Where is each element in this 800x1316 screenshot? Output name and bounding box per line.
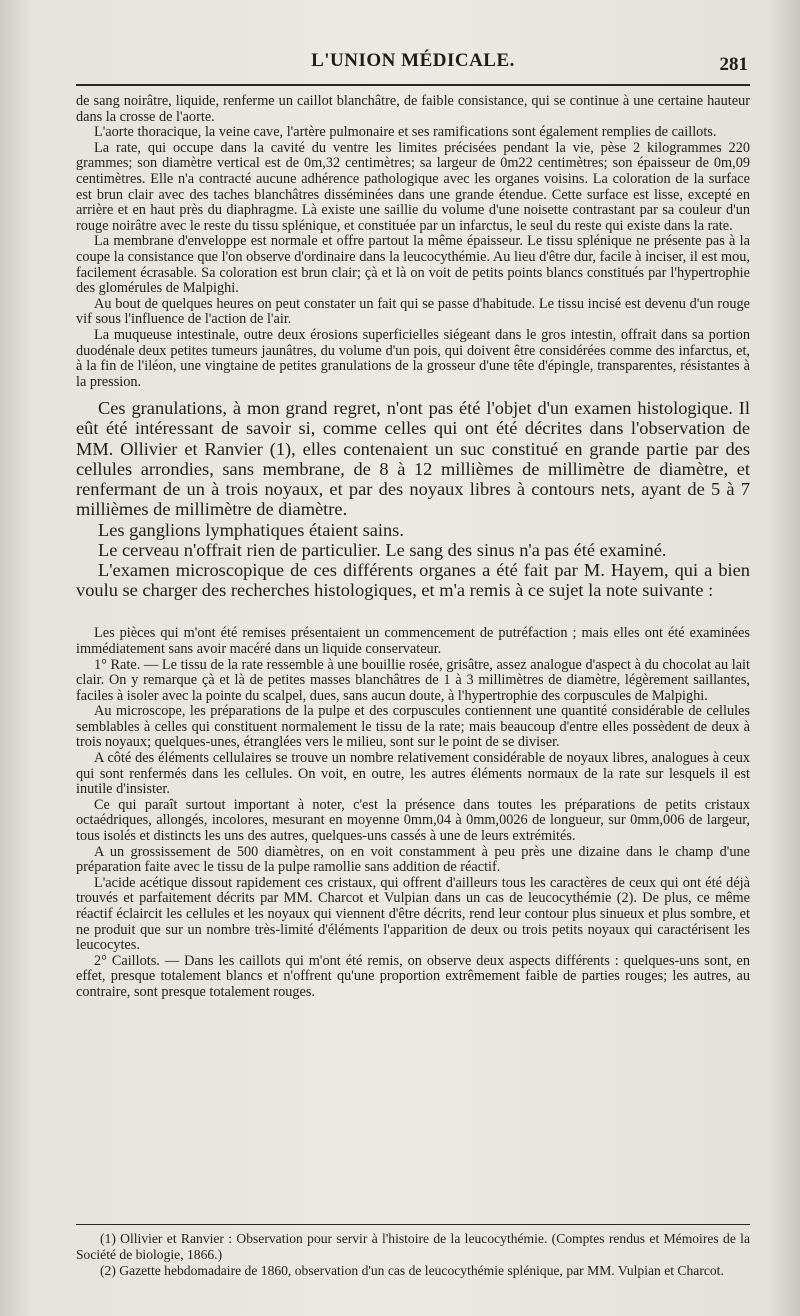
paragraph: La rate, qui occupe dans la cavité du ventre les limites précisées pendant la vie, pèse 2 kilogrammes 220 grammes; son diamètre vertical est de 0m,32 centimètres; sa largeur de 0m22 centimètres; son épaisseur de 0m,09 centimètres. Elle n'a contracté aucune adhérence pathologique avec les organes voisins. La coloration de la surface est brun clair avec des taches blanchâtres disséminées dans une grande étendue. Cette surface est lisse, excepté en arrière et en haut près du diaphragme. Là existe une saillie du volume d'une noisette contrastant par sa couleur d'un rouge noirâtre avec le reste du tissu splénique, et constituée par un infarctus, le seul du reste qui existe dans la rate. <box>76 139 750 234</box>
paragraph: A côté des éléments cellulaires se trouve un nombre relativement considérable de noyaux libres, analogues à ceux qui sont renfermés dans les cellules. On voit, en outre, les autres éléments normaux de la rate sur lesquels il est inutile d'insister. <box>76 750 750 798</box>
paragraph: L'examen microscopique de ces différents organes a été fait par M. Hayem, qui a bien voulu se charger des recherches histologiques, et m'a remis à ce sujet la note suivante : <box>76 559 750 601</box>
paragraph: La membrane d'enveloppe est normale et offre partout la même épaisseur. Le tissu splénique ne présente pas à la coupe la consistance que l'on observe d'ordinaire dans la leucocythémie. Au lieu d'être dur, facile à inciser, il est mou, facilement écrasable. Sa coloration est brun clair; çà et là on voit de petits points blancs constitués par l'hypertrophie des glomérules de Malpighi. <box>76 233 750 297</box>
footnote: (2) Gazette hebdomadaire de 1860, observation d'un cas de leucocythémie splénique, par MM. Vulpian et Charcot. <box>100 1263 724 1278</box>
paragraph: Les ganglions lymphatiques étaient sains. <box>98 519 404 540</box>
autopsy-text <box>76 94 750 390</box>
paragraph: Ces granulations, à mon grand regret, n'ont pas été l'objet d'un examen histologique. Il eût été intéressant de savoir si, comme celles qui ont été décrites dans l'observation de MM. Ollivier et Ranvier (1), elles contenaient un suc constitué en grande partie par des cellules arrondies, sans membrane, de 8 à 12 millièmes de millimètre de diamètre, et renfermant de un à trois noyaux, et par des noyaux libres à contours nets, ayant de 5 à 7 millièmes de millimètre de diamètre. <box>76 398 750 520</box>
paragraph: L'aorte thoracique, la veine cave, l'artère pulmonaire et ses ramifications sont également remplies de caillots. <box>94 124 717 141</box>
paragraph: Au bout de quelques heures on peut constater un fait qui se passe d'habitude. Le tissu incisé est devenu d'un rouge vif sous l'influence de l'action de l'air. <box>76 295 750 328</box>
running-title: L'UNION MÉDICALE. <box>311 50 515 71</box>
paragraph: Ce qui paraît surtout important à noter, c'est la présence dans toutes les préparations de petits cristaux octaédriques, allongés, incolores, mesurant en moyenne 0mm,04 à 0mm,0026 de longueur, sur 0mm,006 de largeur, tous isolés et distincts les uns des autres, quelques-uns cassés à une de leurs extrémités. <box>76 796 750 845</box>
footnotes <box>76 1224 750 1279</box>
page-header <box>78 50 748 78</box>
header-rule <box>76 84 750 86</box>
paragraph: Au microscope, les préparations de la pulpe et des corpuscules contiennent une quantité considérable de cellules semblables à celles qui constituent normalement le tissu de la rate; mais beaucoup d'entre elles possèdent de deux à trois noyaux; quelques-unes, étranglées vers le milieu, sont sur le point de se diviser. <box>76 703 750 751</box>
article-body <box>76 94 750 1001</box>
paragraph: 1° Rate. — Le tissu de la rate ressemble à une bouillie rosée, grisâtre, assez analogue d'aspect à du chocolat au lait clair. On y remarque çà et là de petites masses blanchâtres de 1 à 3 millimètres de diamètre, légèrement saillantes, faciles à isoler avec la pointe du scalpel, dues, sans aucun doute, à l'hypertrophie des corpuscules de Malpighi. <box>76 656 750 704</box>
paragraph: A un grossissement de 500 diamètres, on en voit constamment à peu près une dizaine dans le champ d'une préparation faite avec le tissu de la pulpe ramollie sans addition de réactif. <box>76 843 750 876</box>
histology-note <box>76 626 750 1000</box>
footnote: (1) Ollivier et Ranvier : Observation pour servir à l'histoire de la leucocythémie. (Comptes rendus et Mémoires de la Société de biologie, 1866.) <box>76 1231 750 1262</box>
paragraph: 2° Caillots. — Dans les caillots qui m'ont été remis, on observe deux aspects différents : quelques-uns sont, en effet, presque totalement blancs et n'offrent qu'une proportion extrêmement faible de parties rouges; les autres, au contraire, sont presque totalement rouges. <box>76 952 750 1000</box>
paragraph: Le cerveau n'offrait rien de particulier. Le sang des sinus n'a pas été examiné. <box>98 539 667 560</box>
paragraph: L'acide acétique dissout rapidement ces cristaux, qui offrent d'ailleurs tous les caractères de ceux qui ont été déjà trouvés et parfaitement décrits par MM. Charcot et Vulpian dans un cas de leucocythémie (2). De plus, ce même réactif éclaircit les cellules et les noyaux qui viennent d'être décrits, rend leur contour plus sinueux et plus sombre, et ne produit que sur un nombre très-limité d'éléments l'apparition de deux ou trois petits noyaux qui caractérisent les leucocytes. <box>76 874 750 954</box>
paragraph: La muqueuse intestinale, outre deux érosions superficielles siégeant dans le gros intestin, offrait dans sa portion duodénale deux petites tumeurs jaunâtres, du volume d'un pois, qui doivent être considérées comme des infarctus, et, à la fin de l'iléon, une vingtaine de petites granulations de la grosseur d'une tête d'épingle, transparentes, résistantes à la pression. <box>76 326 750 390</box>
page-number: 281 <box>719 54 748 75</box>
paragraph: de sang noirâtre, liquide, renferme un caillot blanchâtre, de faible consistance, qui se continue à une certaine hauteur dans la crosse de l'aorte. <box>76 93 750 125</box>
paragraph: Les pièces qui m'ont été remises présentaient un commencement de putréfaction ; mais elles ont été examinées immédiatement sans avoir macéré dans un liquide conservateur. <box>76 625 750 657</box>
commentary-text <box>76 398 750 600</box>
